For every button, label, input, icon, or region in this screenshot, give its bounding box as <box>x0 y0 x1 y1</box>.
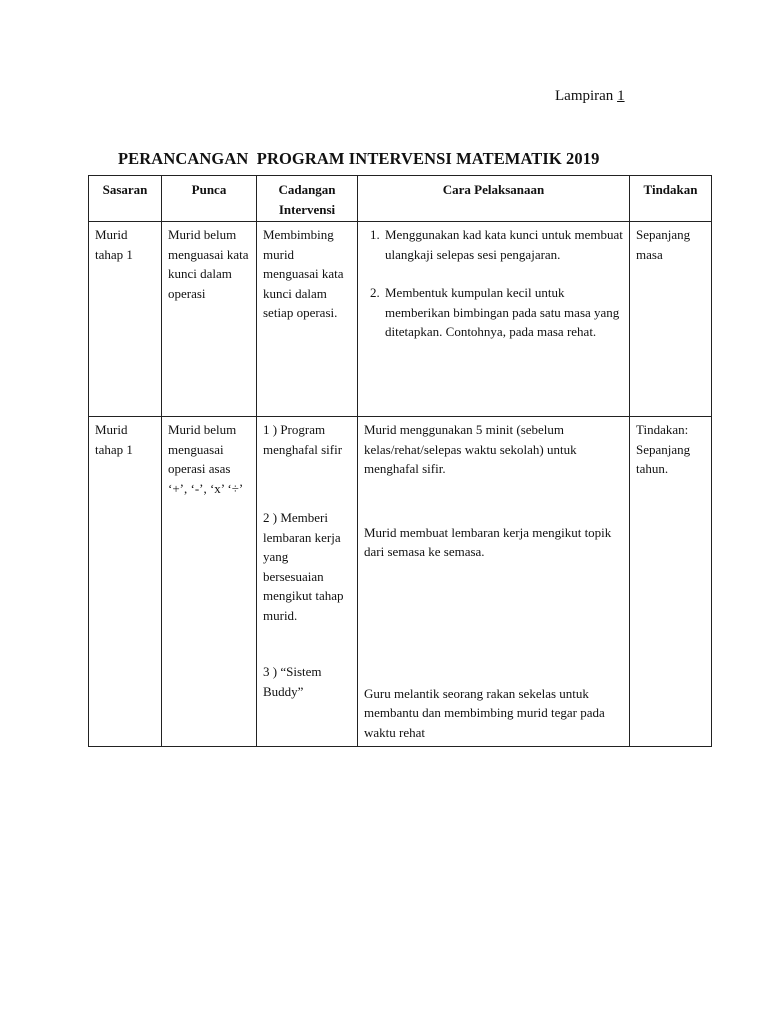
header-punca: Punca <box>162 176 257 222</box>
table-row <box>89 417 712 747</box>
cell-tindakan-text: Sepanjang masa <box>636 227 691 262</box>
cadangan-item-3: 3 ) “Sistem Buddy” <box>263 664 322 699</box>
appendix-label-text: Lampiran <box>555 88 618 104</box>
cell-punca-text: Murid belum menguasai operasi asas ‘+’, ‘-’, ‘x’ ‘÷’ <box>168 422 244 496</box>
cell-sasaran-text: Murid tahap 1 <box>95 422 133 457</box>
appendix-label <box>555 88 625 105</box>
cell-punca-text: Murid belum menguasai kata kunci dalam operasi <box>168 227 249 301</box>
intervention-plan-table <box>88 175 712 747</box>
cara-paragraph-2: Murid membuat lembaran kerja mengikut topik dari semasa ke semasa. <box>364 524 612 559</box>
cara-list <box>364 225 623 342</box>
header-cara-pelaksanaan: Cara Pelaksanaan <box>358 176 630 222</box>
cell-cadangan <box>257 417 358 747</box>
document-title: PERANCANGAN PROGRAM INTERVENSI MATEMATIK 2019 <box>118 149 600 168</box>
cara-paragraph-1: Murid menggunakan 5 minit (sebelum kelas/rehat/selepas waktu sekolah) untuk menghafal sifir. <box>364 422 577 476</box>
cell-cadangan-text: Membimbing murid menguasai kata kunci dalam setiap operasi. <box>263 227 344 320</box>
cadangan-item-1: 1 ) Program menghafal sifir <box>263 422 343 457</box>
cell-cara-pelaksanaan <box>358 222 630 417</box>
cell-cara-pelaksanaan <box>358 417 630 747</box>
appendix-number: 1 <box>617 88 625 104</box>
header-sasaran: Sasaran <box>89 176 162 222</box>
cell-tindakan-text: Tindakan: Sepanjang tahun. <box>636 422 691 476</box>
cell-sasaran <box>89 417 162 747</box>
cell-sasaran <box>89 222 162 417</box>
header-tindakan: Tindakan <box>630 176 712 222</box>
cara-paragraph-3: Guru melantik seorang rakan sekelas untuk membantu dan membimbing murid tegar pada waktu rehat <box>364 685 605 740</box>
header-cadangan: Cadangan Intervensi <box>257 176 358 222</box>
cell-cadangan <box>257 222 358 417</box>
cell-punca <box>162 222 257 417</box>
table-row <box>89 222 712 417</box>
cell-punca <box>162 417 257 747</box>
cell-sasaran-text: Murid tahap 1 <box>95 227 133 262</box>
list-item: 2. Membentuk kumpulan kecil untuk memberikan bimbingan pada satu masa yang ditetapkan. Contohnya, pada masa rehat. <box>383 283 623 342</box>
cell-tindakan <box>630 417 712 747</box>
table-header-row <box>89 176 712 222</box>
cadangan-item-2: 2 ) Memberi lembaran kerja yang bersesuaian mengikut tahap murid. <box>263 510 344 623</box>
list-item: 1. Menggunakan kad kata kunci untuk membuat ulangkaji selepas sesi pengajaran. <box>383 225 623 264</box>
cell-tindakan <box>630 222 712 417</box>
